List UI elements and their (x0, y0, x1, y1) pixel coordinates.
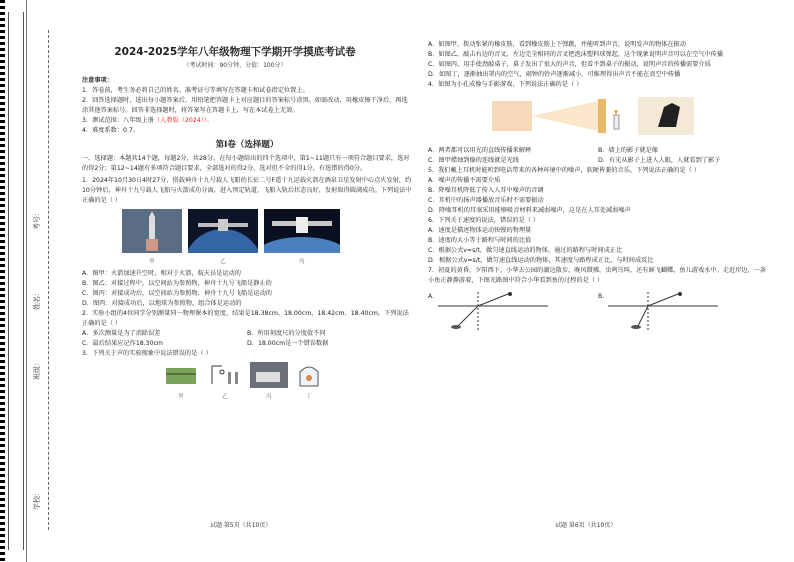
q4-option-c: C．图甲蜡烛到像的连线就是光线 (428, 157, 519, 164)
q7-figures (428, 292, 768, 332)
q2-option-a: A．多次测量是为了消除误差 (82, 330, 161, 337)
q7-fig-a (428, 292, 598, 332)
q3-fig-label-c: 丙 (266, 394, 272, 400)
notice-item-1: 1．答卷前，考生务必将自己的姓名、准考证号等填写在答题卡和试卷指定位置上。 (82, 87, 309, 94)
q1-option-d: D．图丙：对接成功后，以地球为参照物，组合体是运动的 (82, 300, 242, 307)
q4-option-a: A．两者都可以用光的直线传播来解释 (428, 147, 532, 154)
notice-item-4: 4．难度系数：0.7。 (82, 127, 140, 134)
q7-fig-b (598, 292, 768, 332)
q1-fig-label-b: 乙 (220, 259, 226, 265)
q1-option-a: A．图甲：火箭加速升空时，相对于火箭，航天员是运动的 (82, 270, 241, 277)
q6-option-d: D．根据公式v=s/t，做匀速直线运动的物体，其速度与路程成正比，与时间成反比 (428, 257, 654, 264)
q6-stem: 6．下列关于速度的说法，错误的是（ ） (428, 217, 540, 224)
gutter-name-label: 姓名： (33, 289, 41, 310)
footer-left: 试题 第5页（共10页） (210, 522, 272, 529)
q1-option-c: C．图丙：对接成功后，以空间站为参照物，神舟十九号飞船是运动的 (82, 290, 272, 297)
q6-option-b: B．速度的大小等于路程与时间的比值 (428, 237, 532, 244)
q1-fig-c (264, 209, 340, 267)
notice-item-3: 3．测试范围：八年级上册（人教版（2024））。 (82, 117, 214, 124)
q3-fig-label-d: 丁 (306, 394, 312, 400)
q5-stem: 5．我们戴上耳机时能听到电话带来的各种环境中的噪声，软硬皆兼的音乐，下列说法正确的是（ ） (428, 167, 700, 174)
q7-stem: 7．初夏的黄昏，夕阳西下，小华去公园的湖边散步，晚风微拂，虫鸣鸟叫，还有鲜飞蝴蝶，鱼儿游戏水中。走近岸边，一条小鱼正静静游着，下图光路图中符合小华看到鱼的过程的是（ ） (428, 267, 767, 284)
q3-option-d: D．如图丁，逐渐抽出罩内的空气，闹钟的铃声逐渐减小，可推理得出声音不能在真空中传播 (428, 71, 681, 78)
q3-fig-label-b: 乙 (222, 394, 228, 400)
q1-fig-b (188, 209, 258, 267)
q3-option-a: A．如图甲，拨动张紧的橡皮筋，看到橡皮筋上下弹跳，并能听到声音，说明发声的物体在振动 (428, 41, 686, 48)
q3-option-c: C．如图丙，用手使劲敲桌子，桌子发出了很大的声音，但看不到桌子的振动，说明声音的传播需要介质 (428, 61, 711, 68)
pinhole-shadow-figure (488, 93, 698, 139)
q3-fig-d (294, 362, 324, 402)
notice-head: 注意事项： (82, 77, 113, 84)
exam-subtitle: （考试时间：90分钟，分值：100分） (183, 62, 287, 69)
section-title: 第Ⅰ卷（选择题） (215, 140, 279, 150)
q3-fig-label-a: 甲 (178, 394, 184, 400)
q2-option-b: B．所用刻度尺的分度值不同 (247, 330, 326, 337)
q4-options-row1 (428, 146, 768, 156)
q6-option-c: C．根据公式v=s/t，做匀速直线运动的物体，通过的路程与时间成正比 (428, 247, 623, 254)
q4-figure (488, 93, 768, 143)
left-column (82, 76, 412, 402)
q6-option-a: A．速度是描述物体运动快慢的物理量 (428, 227, 532, 234)
notice-range-red: （人教版（2024））。 (154, 117, 214, 124)
notice-item-2: 2．回答选择题时，选出每小题答案后，用铅笔把答题卡上对应题目的答案标号涂黑。如需改动，用橡皮擦干净后，再选涂其他答案标号。回答非选择题时，将答案写在答题卡上，写在本试卷上无效。 (82, 97, 408, 114)
q3-fig-c (250, 362, 288, 402)
right-column (428, 40, 768, 332)
q1-fig-label-a: 甲 (149, 259, 155, 265)
q5-option-a: A．噪声的传播不需要介质 (428, 177, 501, 184)
q3-fig-a (162, 362, 200, 402)
q5-option-b: B．降噪耳机降低了传入人耳中噪声的音调 (428, 187, 544, 194)
q7-fig-label-a: A． (428, 293, 439, 300)
gutter-id-label: 考号： (33, 209, 41, 230)
gutter-school-label: 学校： (33, 489, 41, 510)
q2-option-c: C．最后结果应记作18.30cm (82, 340, 163, 347)
exam-title: 2024-2025学年八年级物理下学期开学摸底考试卷 (114, 46, 356, 58)
q3-stem: 3．下列关于声的实验现象中说法错误的是（ ） (82, 350, 212, 357)
q5-option-d: D．降噪耳机的耳塞采用能够吸音材料来减弱噪声，这是在人耳处减弱噪声 (428, 207, 631, 214)
section-instructions: 一、选择题：本题共14个题，每题2分，共28分。在每小题给出的四个选项中，第1~11题只有一项符合题目要求，选对的得2分；第12~14题有多项符合题目要求，全部选对的得2分，选对但不全的得1分，有选错的得0分。 (82, 155, 410, 172)
q5-option-c: C．耳机中的扬声器播放音乐时不需要振动 (428, 197, 544, 204)
gutter-class-label: 班级： (33, 359, 41, 380)
q1-figures (122, 209, 412, 267)
q3-figures (162, 362, 412, 402)
q2-option-d: D．18.00cm是一个错误数据 (247, 340, 329, 347)
cut-line (48, 30, 49, 530)
binding-gutter (0, 0, 27, 562)
q2-options-row1 (82, 329, 412, 339)
q4-option-d: D．有光从影子上进入人眼，人就看到了影子 (598, 157, 721, 164)
q2-stem: 2．实验小组的4位同学分别测量同一物理课本的宽度，结果是18.38cm、18.00cm、18.42cm、18.40cm，下列说法正确的是（ ） (82, 310, 409, 327)
q1-option-b: B．图乙：对接过程中，以空间站为参照物，神舟十九号飞船是静止的 (82, 280, 272, 287)
q1-fig-label-c: 丙 (299, 259, 305, 265)
q1-fig-a (122, 209, 182, 267)
q4-stem: 4．如图为小孔成像与手影游戏，下列说法正确的是（ ） (428, 81, 583, 88)
q1-stem: 1．2024年10月30日4时27分，搭载神舟十九号载人飞船的长征二号F遥十九运载火箭在酒泉卫星发射中心点火发射，约10分钟后，神舟十九号载人飞船与火箭成功分离，进入预定轨道，飞船入轨后状态良好，发射取得圆满成功。下列说法中正确的是（ ） (82, 177, 412, 204)
q7-fig-label-b: B． (598, 293, 609, 300)
q3-option-b: B．如图乙，敲击右边的音叉，左边完全相同的音叉把泡沫塑料球弹起，这个现象说明声音可以在空气中传播 (428, 51, 724, 58)
q3-fig-b (206, 362, 244, 402)
q4-options-row2 (428, 156, 768, 166)
footer-right: 试题 第6页（共10页） (555, 522, 617, 529)
q4-option-b: B．墙上的影子就是像 (598, 147, 658, 154)
q2-options-row2 (82, 339, 412, 349)
